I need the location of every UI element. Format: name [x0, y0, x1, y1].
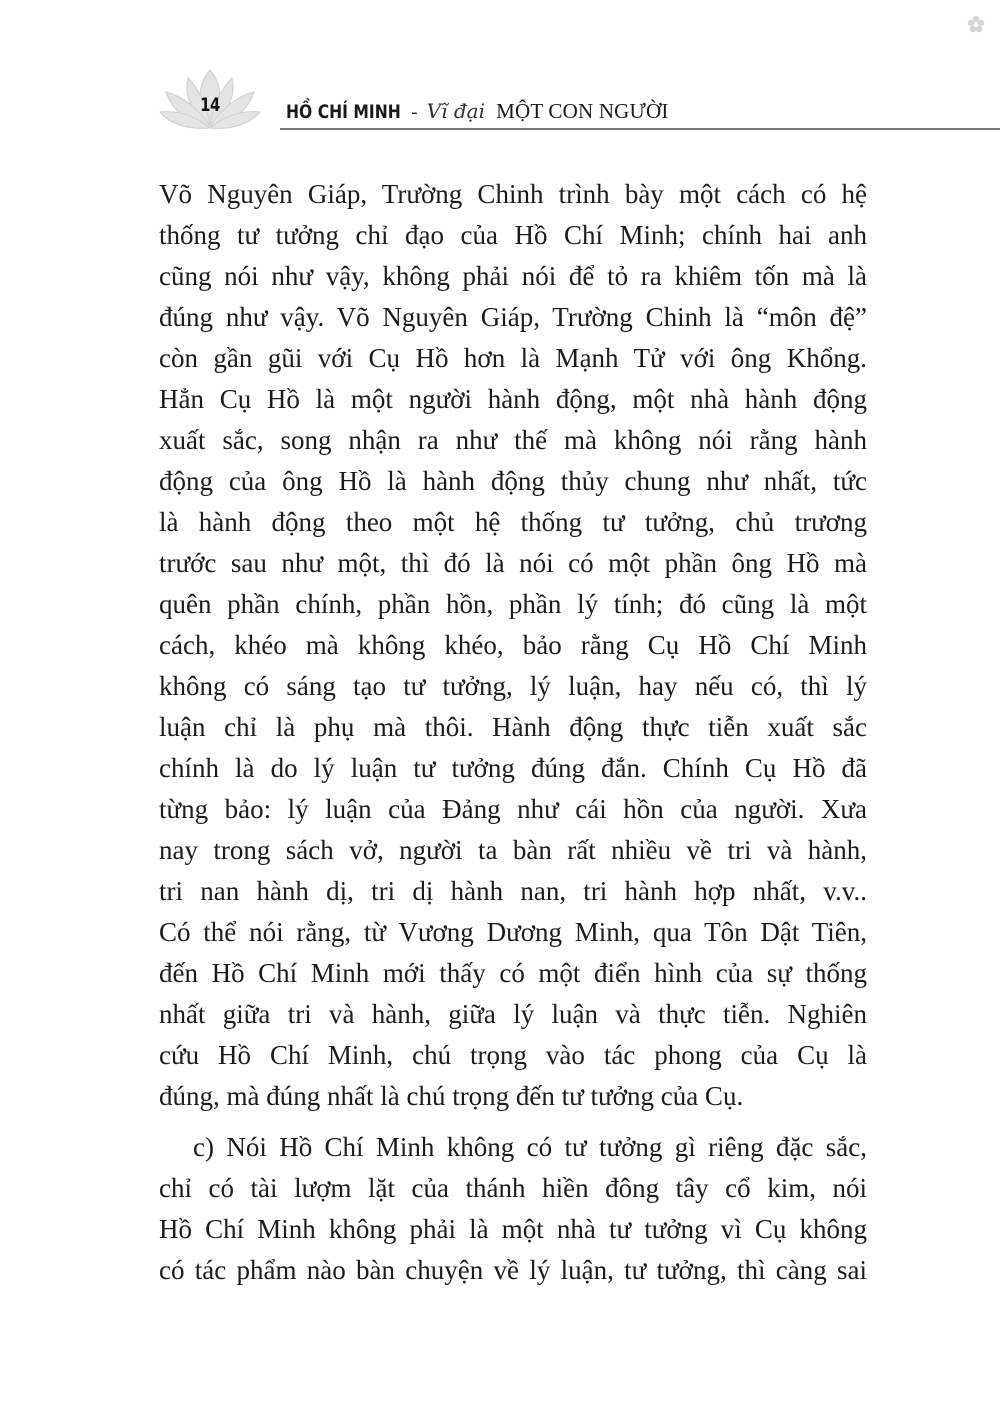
text-line: cứu Hồ Chí Minh, chú trọng vào tác phong của Cụ là [159, 1040, 867, 1070]
text-line: tri nan hành dị, tri dị hành nan, tri hành hợp nhất, v.v.. [159, 876, 867, 906]
flower-mark-icon [966, 14, 986, 34]
text-line: có tác phẩm nào bàn chuyện về lý luận, tư tưởng, thì càng sai [159, 1255, 867, 1285]
text-line: chỉ có tài lượm lặt của thánh hiền đông tây cổ kim, nói [159, 1173, 867, 1203]
running-header [158, 66, 870, 130]
header-rule [280, 128, 1000, 130]
running-title-script: Vĩ đại [426, 99, 485, 123]
text-line: Võ Nguyên Giáp, Trường Chinh trình bày một cách có hệ [159, 179, 867, 209]
running-title-main: MỘT CON NGƯỜI [496, 99, 669, 123]
body-text [159, 174, 867, 1291]
text-line: nay trong sách vở, người ta bàn rất nhiều về tri và hành, [159, 835, 867, 865]
text-line: Có thể nói rằng, từ Vương Dương Minh, qua Tôn Dật Tiên, [159, 917, 867, 947]
text-line: xuất sắc, song nhận ra như thế mà không nói rằng hành [159, 425, 867, 455]
text-line: đúng, mà đúng nhất là chú trọng đến tư tưởng của Cụ. [159, 1081, 744, 1111]
text-line: không có sáng tạo tư tưởng, lý luận, hay nếu có, thì lý [159, 671, 867, 701]
text-line: nhất giữa tri và hành, giữa lý luận và thực tiễn. Nghiên [159, 999, 867, 1029]
text-line: quên phần chính, phần hồn, phần lý tính; đó cũng là một [159, 589, 867, 619]
text-line: còn gần gũi với Cụ Hồ hơn là Mạnh Tử với ông Khổng. [159, 343, 867, 373]
text-line: chính là do lý luận tư tưởng đúng đắn. Chính Cụ Hồ đã [159, 753, 867, 783]
text-line: trước sau như một, thì đó là nói có một phần ông Hồ mà [159, 548, 867, 578]
text-line: là hành động theo một hệ thống tư tưởng, chủ trương [159, 507, 867, 537]
text-line: từng bảo: lý luận của Đảng như cái hồn của người. Xưa [159, 794, 867, 824]
text-line: Hồ Chí Minh không phải là một nhà tư tưởng vì Cụ không [159, 1214, 867, 1244]
text-line: đúng như vậy. Võ Nguyên Giáp, Trường Chinh là “môn đệ” [159, 302, 867, 332]
text-line: Hẳn Cụ Hồ là một người hành động, một nhà hành động [159, 384, 867, 414]
text-line: động của ông Hồ là hành động thủy chung như nhất, tức [159, 466, 867, 496]
running-title-separator: - [411, 102, 418, 123]
paragraph-2 [159, 1127, 867, 1291]
text-line: c) Nói Hồ Chí Minh không có tư tưởng gì riêng đặc sắc, [193, 1132, 867, 1162]
paragraph-1 [159, 174, 867, 1117]
text-line: luận chỉ là phụ mà thôi. Hành động thực tiễn xuất sắc [159, 712, 867, 742]
text-line: cách, khéo mà không khéo, bảo rằng Cụ Hồ Chí Minh [159, 630, 867, 660]
text-line: cũng nói như vậy, không phải nói để tỏ ra khiêm tốn mà là [159, 261, 867, 291]
page-number: 14 [200, 94, 220, 116]
text-line: thống tư tưởng chỉ đạo của Hồ Chí Minh; chính hai anh [159, 220, 867, 250]
running-title-author: HỒ CHÍ MINH [286, 101, 401, 123]
text-line: đến Hồ Chí Minh mới thấy có một điển hình của sự thống [159, 958, 867, 988]
paragraph-gap [159, 1117, 867, 1127]
running-title [286, 98, 669, 126]
